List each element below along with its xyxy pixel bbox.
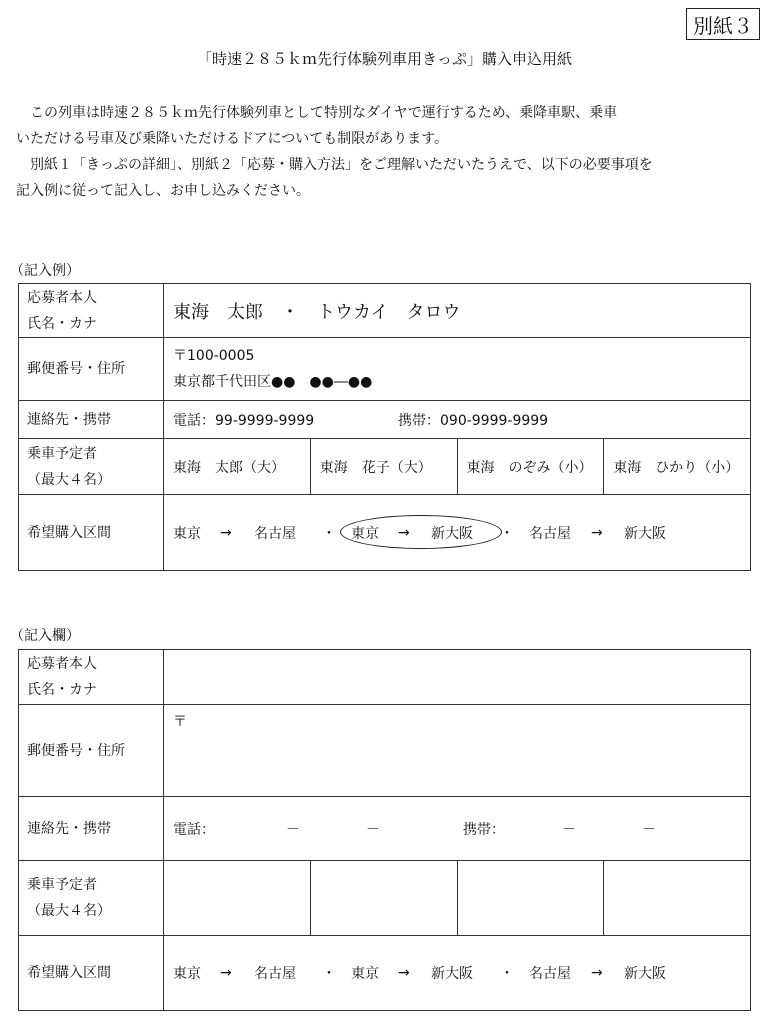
route-station: 東京 [173, 525, 201, 542]
route-options[interactable] [164, 936, 751, 1011]
example-section-label: （記入例） [10, 263, 80, 279]
phone-text: 電話：99-9999-9999 [173, 412, 315, 429]
applicant-label [19, 284, 164, 338]
passengers-label-line2: （最大４名） [27, 471, 111, 488]
passengers-row [19, 861, 751, 936]
passenger-input-cell[interactable] [164, 861, 310, 935]
route-station: 名古屋 [254, 966, 296, 982]
passenger-cell: 東海 花子（大） [310, 439, 457, 494]
dash: － [366, 821, 380, 838]
intro-text [16, 100, 761, 204]
passengers-label [19, 439, 164, 495]
intro-line: 記入例に従って記入し、お申し込みください。 [16, 183, 310, 199]
applicant-name-text: 東海 太郎 ・ トウカイ タロウ [173, 301, 461, 323]
applicant-value [164, 284, 751, 338]
route-station: 東京 [351, 966, 379, 982]
postal-code-text: 〒100-0005 [173, 348, 255, 364]
entry-table [18, 649, 751, 1011]
contact-row [19, 401, 751, 439]
attachment-badge: 別紙３ [686, 8, 760, 40]
route-value [164, 495, 751, 571]
applicant-input-area[interactable] [164, 650, 751, 705]
applicant-row [19, 650, 751, 705]
route-station: 東京 [173, 966, 201, 982]
address-label: 郵便番号・住所 [19, 705, 164, 797]
route-separator: ・ [500, 525, 514, 542]
route-station: 名古屋 [529, 525, 571, 542]
intro-line: この列車は時速２８５ｋｍ先行体験列車として特別なダイヤで運行するため、乗降車駅、乗車 [16, 105, 618, 121]
passengers-label-line2: （最大４名） [27, 903, 111, 919]
route-label: 希望購入区間 [19, 936, 164, 1011]
passenger-input-cell[interactable] [310, 861, 457, 935]
passenger-cell: 東海 太郎（大） [173, 459, 285, 476]
applicant-label-line1: 応募者本人 [27, 289, 97, 306]
passengers-label [19, 861, 164, 936]
passengers-label-line1: 乗車予定者 [27, 445, 97, 462]
route-arrow: → [591, 965, 603, 981]
route-arrow: → [220, 524, 232, 541]
route-arrow: → [591, 524, 603, 541]
address-row [19, 705, 751, 797]
passenger-cell: 東海 のぞみ（小） [457, 439, 604, 494]
mobile-label: 携帯： [463, 821, 505, 838]
dash: － [642, 821, 656, 838]
contact-row [19, 797, 751, 861]
entry-section-label: （記入欄） [10, 628, 80, 644]
route-station: 新大阪 [624, 966, 666, 982]
contact-input-area[interactable] [164, 797, 751, 861]
passenger-input-cell[interactable] [603, 861, 750, 935]
route-station: 新大阪 [431, 966, 473, 982]
dash: － [562, 821, 576, 838]
passenger-input-cell[interactable] [457, 861, 604, 935]
address-text: 東京都千代田区●● ●●―●● [173, 374, 373, 390]
dash: － [286, 821, 300, 838]
route-separator: ・ [322, 525, 336, 542]
route-station: 名古屋 [529, 966, 571, 982]
mobile-text: 携帯：090-9999-9999 [398, 412, 549, 429]
passenger-cell: 東海 ひかり（小） [603, 439, 750, 494]
passengers-value [164, 439, 751, 495]
contact-label: 連絡先・携帯 [19, 401, 164, 439]
intro-line: いただける号車及び乗降いただけるドアについても制限があります。 [16, 131, 449, 147]
form-title: 「時速２８５ｋｍ先行体験列車用きっぷ」購入申込用紙 [196, 50, 572, 68]
applicant-label-line2: 氏名・カナ [27, 315, 97, 332]
route-station: 新大阪 [431, 525, 473, 542]
address-row [19, 338, 751, 401]
applicant-label [19, 650, 164, 705]
passengers-input-area [164, 861, 751, 936]
phone-label: 電話： [173, 821, 215, 838]
route-station: 名古屋 [254, 525, 296, 542]
route-station: 東京 [351, 525, 379, 542]
applicant-label-line2: 氏名・カナ [27, 682, 97, 698]
route-arrow: → [398, 965, 410, 981]
passengers-row [19, 439, 751, 495]
contact-label: 連絡先・携帯 [19, 797, 164, 861]
address-value [164, 338, 751, 401]
route-separator: ・ [322, 966, 336, 982]
postal-mark: 〒 [173, 714, 187, 730]
route-separator: ・ [500, 966, 514, 982]
applicant-row [19, 284, 751, 338]
route-label: 希望購入区間 [19, 495, 164, 571]
route-row [19, 495, 751, 571]
route-row [19, 936, 751, 1011]
applicant-label-line1: 応募者本人 [27, 656, 97, 672]
example-table [18, 283, 751, 571]
route-station: 新大阪 [624, 525, 666, 542]
contact-value [164, 401, 751, 439]
address-label: 郵便番号・住所 [19, 338, 164, 401]
address-input-area[interactable] [164, 705, 751, 797]
passengers-label-line1: 乗車予定者 [27, 877, 97, 893]
intro-line: 別紙１「きっぷの詳細」、別紙２「応募・購入方法」をご理解いただいたうえで、以下の必要事項を [16, 157, 653, 173]
route-arrow: → [398, 524, 410, 541]
route-arrow: → [220, 965, 232, 981]
